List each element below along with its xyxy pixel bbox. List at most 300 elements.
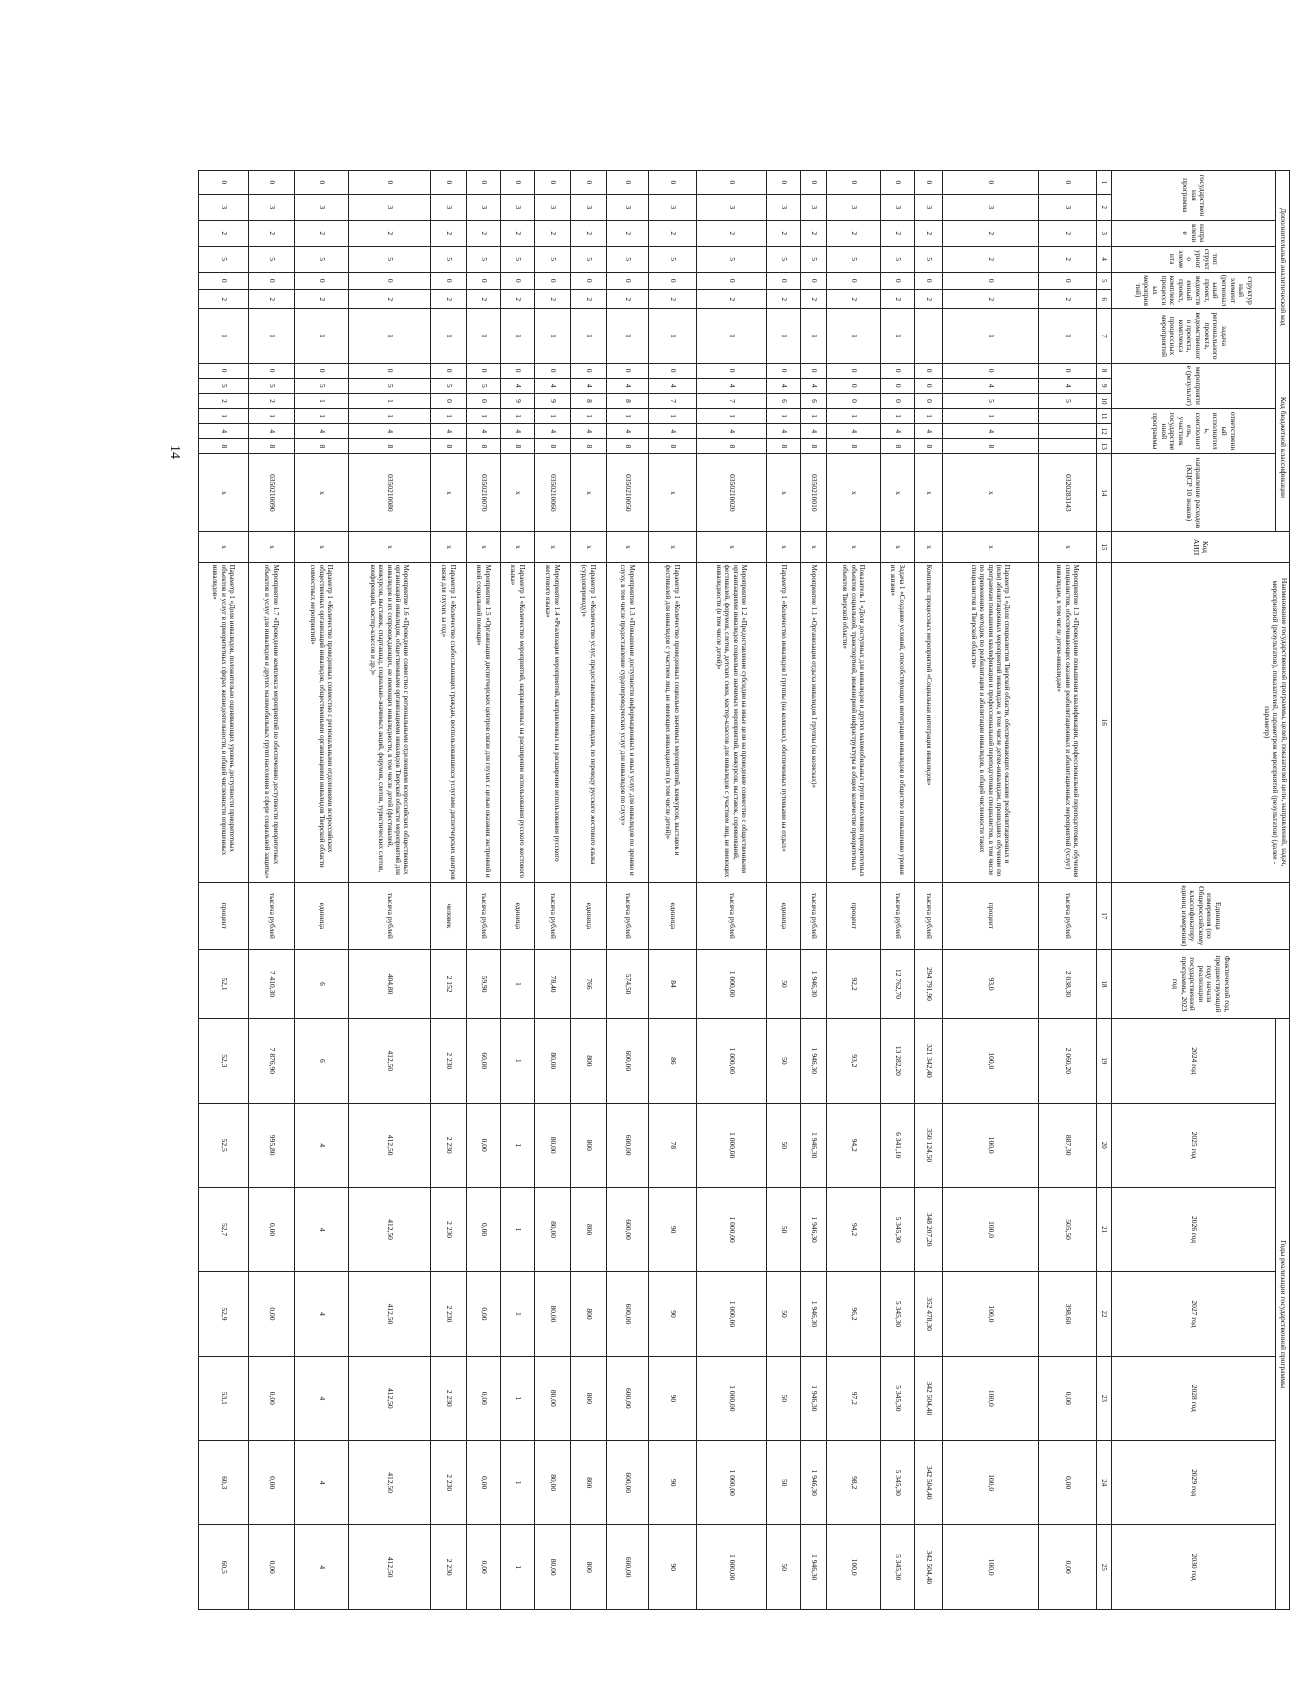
year-value-cell: 2 230 <box>431 1187 467 1271</box>
year-value-cell: 80,00 <box>535 1525 571 1610</box>
code-cell: 2 <box>801 289 827 308</box>
header-struct-type: тип структурного элемента <box>1112 246 1276 272</box>
table-row <box>801 171 827 1610</box>
code-cell: 3 <box>295 194 349 220</box>
column-number: 11 <box>1097 409 1112 424</box>
year-value-cell: 342 504,40 <box>915 1441 943 1525</box>
code-cell: 4 <box>767 424 801 439</box>
kcsr-cell: 0350210070 <box>467 454 501 532</box>
year-value-cell: 0,00 <box>467 1356 501 1440</box>
code-cell: 5 <box>571 246 607 272</box>
code-cell: 4 <box>697 378 767 393</box>
year-value-cell: 50 <box>767 1525 801 1610</box>
name-cell: Мероприятие 1.5 «Организация диспетчерских центров связи для глухих с целью оказания экстренной и иной социальной помощи» <box>467 562 501 882</box>
code-cell: 8 <box>767 439 801 454</box>
year-value-cell: 348 207,20 <box>915 1187 943 1271</box>
code-cell: 3 <box>571 194 607 220</box>
year-value-cell: 80,00 <box>535 1187 571 1271</box>
year-value-cell: 90 <box>649 1441 697 1525</box>
code-cell: 4 <box>943 378 1039 393</box>
code-cell: 2 <box>1039 289 1097 308</box>
code-cell: 2 <box>915 220 943 246</box>
column-number: 18 <box>1097 949 1112 1018</box>
code-cell: 4 <box>915 424 943 439</box>
kcsr-cell: 0350210020 <box>697 454 767 532</box>
year-value-cell: 0,00 <box>467 1525 501 1610</box>
year-value-cell: 52,7 <box>199 1187 249 1271</box>
year-value-cell: 398,60 <box>1039 1272 1097 1356</box>
kcsr-cell: x <box>915 454 943 532</box>
kcsr-cell: x <box>943 454 1039 532</box>
code-cell: 3 <box>199 194 249 220</box>
year-value-cell: 2 230 <box>431 1019 467 1103</box>
fact-cell: 1 000,00 <box>697 949 767 1018</box>
code-cell: 0 <box>431 171 467 195</box>
unit-cell: тысяча рублей <box>467 882 501 949</box>
year-value-cell: 0,00 <box>467 1103 501 1187</box>
fact-cell: 92,2 <box>827 949 881 1018</box>
code-cell: 0 <box>767 363 801 378</box>
code-cell: 0 <box>915 393 943 408</box>
year-value-cell: 100,0 <box>943 1019 1039 1103</box>
year-value-cell: 800 <box>571 1356 607 1440</box>
column-number: 4 <box>1097 246 1112 272</box>
year-value-cell: 93,2 <box>827 1019 881 1103</box>
code-cell: 3 <box>801 194 827 220</box>
year-value-cell: 80,00 <box>535 1103 571 1187</box>
code-cell: 0 <box>249 363 295 378</box>
code-cell: 1 <box>943 309 1039 363</box>
name-cell: Параметр 1 «Количество услуг, предоставленных инвалидам, по переводу русского жестового языка (сурдопереводу)» <box>571 562 607 882</box>
year-value-cell: 5 345,30 <box>881 1525 915 1610</box>
code-cell: 1 <box>881 409 915 424</box>
code-cell: 4 <box>349 424 431 439</box>
header-gos-prog: государственная программа <box>1112 171 1276 221</box>
year-value-cell: 1 000,00 <box>697 1356 767 1440</box>
aip-cell: x <box>943 532 1039 562</box>
header-year-2028: 2028 год <box>1112 1356 1276 1440</box>
code-cell: 0 <box>349 171 431 195</box>
program-table <box>198 170 1290 1610</box>
unit-cell: единица <box>295 882 349 949</box>
header-dop-code: Дополнительный аналитический код <box>1276 171 1290 364</box>
year-value-cell: 4 <box>295 1525 349 1610</box>
code-cell: 5 <box>467 378 501 393</box>
code-cell: 4 <box>295 424 349 439</box>
table-row <box>697 171 767 1610</box>
rotated-table-wrapper <box>198 170 1290 1610</box>
code-cell: 3 <box>827 194 881 220</box>
year-value-cell: 1 <box>501 1272 535 1356</box>
year-value-cell: 600,00 <box>607 1187 649 1271</box>
code-cell: 4 <box>249 424 295 439</box>
code-cell: 8 <box>915 439 943 454</box>
fact-cell: 52,1 <box>199 949 249 1018</box>
kcsr-cell: x <box>767 454 801 532</box>
year-value-cell: 6 <box>295 1019 349 1103</box>
code-cell: 0 <box>431 272 467 289</box>
header-direction: направление <box>1112 220 1276 246</box>
table-row <box>571 171 607 1610</box>
table-row <box>767 171 801 1610</box>
code-cell: 0 <box>607 171 649 195</box>
year-value-cell: 1 946,30 <box>801 1525 827 1610</box>
year-value-cell: 800 <box>571 1441 607 1525</box>
header-unit: Единица измерения (по Общероссийскому классификатору единиц измерения) <box>1112 882 1290 949</box>
code-cell: 8 <box>607 393 649 408</box>
year-value-cell: 1 000,00 <box>697 1525 767 1610</box>
year-value-cell: 100,0 <box>943 1356 1039 1440</box>
year-value-cell: 412,50 <box>349 1187 431 1271</box>
fact-cell: 1 946,30 <box>801 949 827 1018</box>
unit-cell: тысяча рублей <box>915 882 943 949</box>
code-cell: 4 <box>501 424 535 439</box>
name-cell: Параметр 1 «Количество проведенных совместно с региональными отделениями всероссийских общественных организаций инвалидов, общественными организациями инвалидов Тверской области совместных мероприятий» <box>295 562 349 882</box>
name-cell: Комплекс процессных мероприятий «Социальная интеграция инвалидов» <box>915 562 943 882</box>
code-cell: 4 <box>607 424 649 439</box>
code-cell: 2 <box>199 289 249 308</box>
code-cell: 2 <box>881 220 915 246</box>
year-value-cell: 7 876,90 <box>249 1019 295 1103</box>
code-cell: 3 <box>649 194 697 220</box>
aip-cell: x <box>349 532 431 562</box>
code-cell: 3 <box>767 194 801 220</box>
code-cell: 4 <box>501 378 535 393</box>
code-cell: 5 <box>431 246 467 272</box>
code-cell: 0 <box>199 363 249 378</box>
name-cell: Мероприятие 1.6 «Проведение совместно с региональными отделениями всероссийских общественных организаций инвалидов, общественными организациями инвалидов Тверской области мероприятий для инвалидов и их сопровождающих, не имеющих инвалидности, в том числе детей (фестивалей, конкурсов, выставок, спартакиад, социально-значимых акций, форумов, слетов, туристических слетов, конференций, мастер-классов и др.)» <box>349 562 431 882</box>
kcsr-cell: 0350210080 <box>349 454 431 532</box>
code-cell: 2 <box>697 220 767 246</box>
year-value-cell: 1 000,00 <box>697 1441 767 1525</box>
fact-cell: 84 <box>649 949 697 1018</box>
code-cell: 6 <box>801 393 827 408</box>
code-cell: 1 <box>571 309 607 363</box>
unit-cell: единица <box>649 882 697 949</box>
unit-cell: единица <box>767 882 801 949</box>
code-cell: 1 <box>649 409 697 424</box>
column-number: 1 <box>1097 171 1112 195</box>
year-value-cell: 412,50 <box>349 1019 431 1103</box>
kcsr-cell: 0350210010 <box>801 454 827 532</box>
code-cell: 5 <box>249 378 295 393</box>
year-value-cell: 13 282,20 <box>881 1019 915 1103</box>
code-cell: 1 <box>349 409 431 424</box>
code-cell: 8 <box>431 439 467 454</box>
code-cell: 0 <box>827 378 881 393</box>
code-cell: 8 <box>295 439 349 454</box>
kcsr-cell: x <box>431 454 467 532</box>
code-cell: 4 <box>697 424 767 439</box>
column-number: 5 <box>1097 272 1112 289</box>
column-number: 16 <box>1097 562 1112 882</box>
code-cell: 0 <box>915 272 943 289</box>
code-cell: 1 <box>535 409 571 424</box>
year-value-cell: 352 478,30 <box>915 1272 943 1356</box>
code-cell: 8 <box>827 439 881 454</box>
year-value-cell: 1 <box>501 1441 535 1525</box>
year-value-cell: 50 <box>767 1441 801 1525</box>
year-value-cell: 100,0 <box>943 1441 1039 1525</box>
year-value-cell: 50 <box>767 1356 801 1440</box>
aip-cell: x <box>915 532 943 562</box>
code-cell: 0 <box>827 171 881 195</box>
code-cell: 1 <box>881 309 915 363</box>
code-cell: 0 <box>801 272 827 289</box>
year-value-cell: 90 <box>649 1525 697 1610</box>
code-cell: 1 <box>249 409 295 424</box>
year-value-cell: 0,00 <box>249 1441 295 1525</box>
year-value-cell: 800 <box>571 1103 607 1187</box>
table-row <box>943 171 1039 1610</box>
code-cell: 0 <box>697 171 767 195</box>
year-value-cell: 100,0 <box>943 1272 1039 1356</box>
name-cell: Мероприятие 1.3 «Проведение повышения квалификации, профессиональной переподготовки, обучения специалистов, обеспечивающих оказание реабилитационных и абилитационных мероприятий (услуг) инвалидам, в том числе детям-инвалидам» <box>1039 562 1097 882</box>
code-cell: 0 <box>1039 171 1097 195</box>
code-cell: 2 <box>649 220 697 246</box>
year-value-cell: 1 <box>501 1187 535 1271</box>
code-cell: 4 <box>767 378 801 393</box>
year-value-cell: 94,2 <box>827 1103 881 1187</box>
code-cell: 1 <box>915 409 943 424</box>
header-task: задача регионального проекта, ведомственного проекта, комплекса процессных мероприятий <box>1112 309 1276 363</box>
unit-cell: тысяча рублей <box>881 882 915 949</box>
fact-cell: 50 <box>767 949 801 1018</box>
code-cell: 9 <box>501 393 535 408</box>
year-value-cell: 342 504,40 <box>915 1356 943 1440</box>
code-cell: 8 <box>571 439 607 454</box>
code-cell: 0 <box>767 272 801 289</box>
code-cell: 0 <box>1039 363 1097 378</box>
code-cell: 0 <box>943 363 1039 378</box>
code-cell: 2 <box>501 220 535 246</box>
year-value-cell: 5 345,30 <box>881 1441 915 1525</box>
code-cell: 0 <box>501 272 535 289</box>
name-cell: Мероприятие 1.7 «Проведение комплекса мероприятий по обеспечению доступности приоритетных объектов и услуг для инвалидов и других маломобильных групп населения в сфере социальной защиты» <box>249 562 295 882</box>
year-value-cell: 50 <box>767 1272 801 1356</box>
code-cell <box>1039 409 1097 424</box>
year-value-cell: 350 124,50 <box>915 1103 943 1187</box>
year-value-cell: 1 000,00 <box>697 1019 767 1103</box>
header-year-2027: 2027 год <box>1112 1272 1276 1356</box>
fact-cell: 78,40 <box>535 949 571 1018</box>
code-cell: 0 <box>571 171 607 195</box>
year-value-cell: 2 230 <box>431 1356 467 1440</box>
code-cell: 5 <box>827 246 881 272</box>
code-cell: 0 <box>881 378 915 393</box>
code-cell: 5 <box>349 378 431 393</box>
column-number: 10 <box>1097 393 1112 408</box>
header-year-2025: 2025 год <box>1112 1103 1276 1187</box>
code-cell: 3 <box>1039 194 1097 220</box>
header-fact-year: Фактический год, предшествующий году начала реализации государственной программы, 2023 год <box>1112 949 1290 1018</box>
year-value-cell: 100,0 <box>943 1187 1039 1271</box>
code-cell: 1 <box>697 409 767 424</box>
code-cell: 1 <box>349 393 431 408</box>
code-cell: 5 <box>349 246 431 272</box>
code-cell: 1 <box>467 409 501 424</box>
code-cell: 2 <box>697 289 767 308</box>
year-value-cell: 0,00 <box>249 1525 295 1610</box>
year-value-cell: 4 <box>295 1272 349 1356</box>
code-cell: 1 <box>801 409 827 424</box>
code-cell: 1 <box>199 309 249 363</box>
year-value-cell: 52,5 <box>199 1103 249 1187</box>
unit-cell: тысяча рублей <box>535 882 571 949</box>
year-value-cell: 0,00 <box>1039 1525 1097 1610</box>
code-cell: 0 <box>943 272 1039 289</box>
table-row <box>1039 171 1097 1610</box>
kcsr-cell: 0320283143 <box>1039 454 1097 532</box>
unit-cell: процент <box>827 882 881 949</box>
code-cell: 4 <box>431 424 467 439</box>
code-cell: 2 <box>649 289 697 308</box>
code-cell: 0 <box>431 363 467 378</box>
fact-cell: 6 <box>295 949 349 1018</box>
aip-cell: x <box>571 532 607 562</box>
code-cell: 8 <box>501 439 535 454</box>
code-cell: 2 <box>431 220 467 246</box>
code-cell: 0 <box>467 272 501 289</box>
code-cell: 0 <box>607 272 649 289</box>
code-cell: 2 <box>249 220 295 246</box>
code-cell: 8 <box>697 439 767 454</box>
year-value-cell: 50 <box>767 1019 801 1103</box>
kcsr-cell: x <box>649 454 697 532</box>
year-value-cell: 1 000,00 <box>697 1103 767 1187</box>
code-cell: 1 <box>199 409 249 424</box>
table-row <box>827 171 881 1610</box>
code-cell: 8 <box>535 439 571 454</box>
code-cell: 0 <box>535 272 571 289</box>
fact-cell: 7 410,30 <box>249 949 295 1018</box>
year-value-cell: 6 341,10 <box>881 1103 915 1187</box>
code-cell: 0 <box>915 363 943 378</box>
year-value-cell: 50 <box>767 1187 801 1271</box>
code-cell: 2 <box>571 289 607 308</box>
code-cell: 0 <box>649 171 697 195</box>
year-value-cell: 80,00 <box>535 1356 571 1440</box>
year-value-cell: 0,00 <box>467 1187 501 1271</box>
code-cell: 0 <box>881 393 915 408</box>
table-row <box>915 171 943 1610</box>
code-cell: 5 <box>467 246 501 272</box>
unit-cell: единица <box>501 882 535 949</box>
code-cell: 4 <box>649 378 697 393</box>
code-cell: 2 <box>607 220 649 246</box>
year-value-cell: 412,50 <box>349 1356 431 1440</box>
year-value-cell: 97,2 <box>827 1356 881 1440</box>
year-value-cell: 1 <box>501 1525 535 1610</box>
code-cell <box>1039 439 1097 454</box>
column-number: 17 <box>1097 882 1112 949</box>
header-year-2026: 2026 год <box>1112 1187 1276 1271</box>
column-number: 9 <box>1097 378 1112 393</box>
name-cell: Параметр 1 «Количество инвалидов I группы (на колясках), обеспеченных путевками на отдых» <box>767 562 801 882</box>
code-cell: 8 <box>649 439 697 454</box>
code-cell: 0 <box>881 272 915 289</box>
code-cell: 3 <box>349 194 431 220</box>
aip-cell: x <box>607 532 649 562</box>
fact-cell: 93,0 <box>943 949 1039 1018</box>
code-cell: 5 <box>295 378 349 393</box>
code-cell: 0 <box>199 272 249 289</box>
code-cell: 2 <box>943 246 1039 272</box>
code-cell: 1 <box>767 409 801 424</box>
code-cell: 1 <box>535 309 571 363</box>
code-cell: 5 <box>199 378 249 393</box>
column-number: 12 <box>1097 424 1112 439</box>
column-number: 2 <box>1097 194 1112 220</box>
unit-cell: процент <box>943 882 1039 949</box>
column-number: 3 <box>1097 220 1112 246</box>
code-cell: 1 <box>431 309 467 363</box>
year-value-cell: 1 000,00 <box>697 1187 767 1271</box>
table-row <box>467 171 501 1610</box>
table-row <box>249 171 295 1610</box>
code-cell: 2 <box>249 393 295 408</box>
unit-cell: тысяча рублей <box>249 882 295 949</box>
year-value-cell: 1 946,30 <box>801 1441 827 1525</box>
kcsr-cell: x <box>295 454 349 532</box>
year-value-cell: 2 230 <box>431 1441 467 1525</box>
year-value-cell: 100,0 <box>943 1525 1039 1610</box>
year-value-cell: 2 230 <box>431 1525 467 1610</box>
name-cell: Параметр 1 «Количество мероприятий, направленных на расширение использования русского жестового языка» <box>501 562 535 882</box>
code-cell: 0 <box>697 363 767 378</box>
code-cell: 2 <box>467 220 501 246</box>
code-cell: 0 <box>649 363 697 378</box>
year-value-cell: 0,00 <box>1039 1356 1097 1440</box>
code-cell: 2 <box>767 220 801 246</box>
year-value-cell: 800 <box>571 1272 607 1356</box>
year-value-cell: 600,00 <box>607 1356 649 1440</box>
year-value-cell: 0,00 <box>249 1356 295 1440</box>
column-number: 19 <box>1097 1019 1112 1103</box>
year-value-cell: 90 <box>649 1356 697 1440</box>
code-cell: 0 <box>295 171 349 195</box>
code-cell: 1 <box>431 409 467 424</box>
code-cell: 4 <box>801 424 827 439</box>
year-value-cell: 600,00 <box>607 1103 649 1187</box>
year-value-cell: 5 345,30 <box>881 1356 915 1440</box>
year-value-cell: 100,0 <box>827 1525 881 1610</box>
code-cell: 2 <box>943 289 1039 308</box>
code-cell: 2 <box>199 220 249 246</box>
code-cell: 1 <box>827 409 881 424</box>
aip-cell: x <box>501 532 535 562</box>
year-value-cell: 60,00 <box>467 1019 501 1103</box>
kcsr-cell: x <box>501 454 535 532</box>
table-row <box>349 171 431 1610</box>
code-cell: 4 <box>881 424 915 439</box>
code-cell: 0 <box>943 171 1039 195</box>
code-cell: 1 <box>571 409 607 424</box>
code-cell: 7 <box>649 393 697 408</box>
fact-cell: 574,50 <box>607 949 649 1018</box>
year-value-cell: 98,2 <box>827 1441 881 1525</box>
kcsr-cell: x <box>199 454 249 532</box>
code-cell: 2 <box>249 289 295 308</box>
code-cell: 5 <box>607 246 649 272</box>
aip-cell: x <box>827 532 881 562</box>
name-cell: Мероприятие 1.2 «Предоставление субсидии на иные цели на проведение совместно с общественными организациями инвалидов социально значимых мероприятий, конкурсов, выставок, соревнований, фестивалей, форумов, слетов, детских смен, мастер-классов для инвалидов с участием лиц, не имеющих инвалидности (в том числе детей)» <box>697 562 767 882</box>
year-value-cell: 600,00 <box>607 1019 649 1103</box>
code-cell: 3 <box>535 194 571 220</box>
code-cell: 4 <box>943 424 1039 439</box>
code-cell: 5 <box>431 378 467 393</box>
code-cell: 2 <box>1039 220 1097 246</box>
